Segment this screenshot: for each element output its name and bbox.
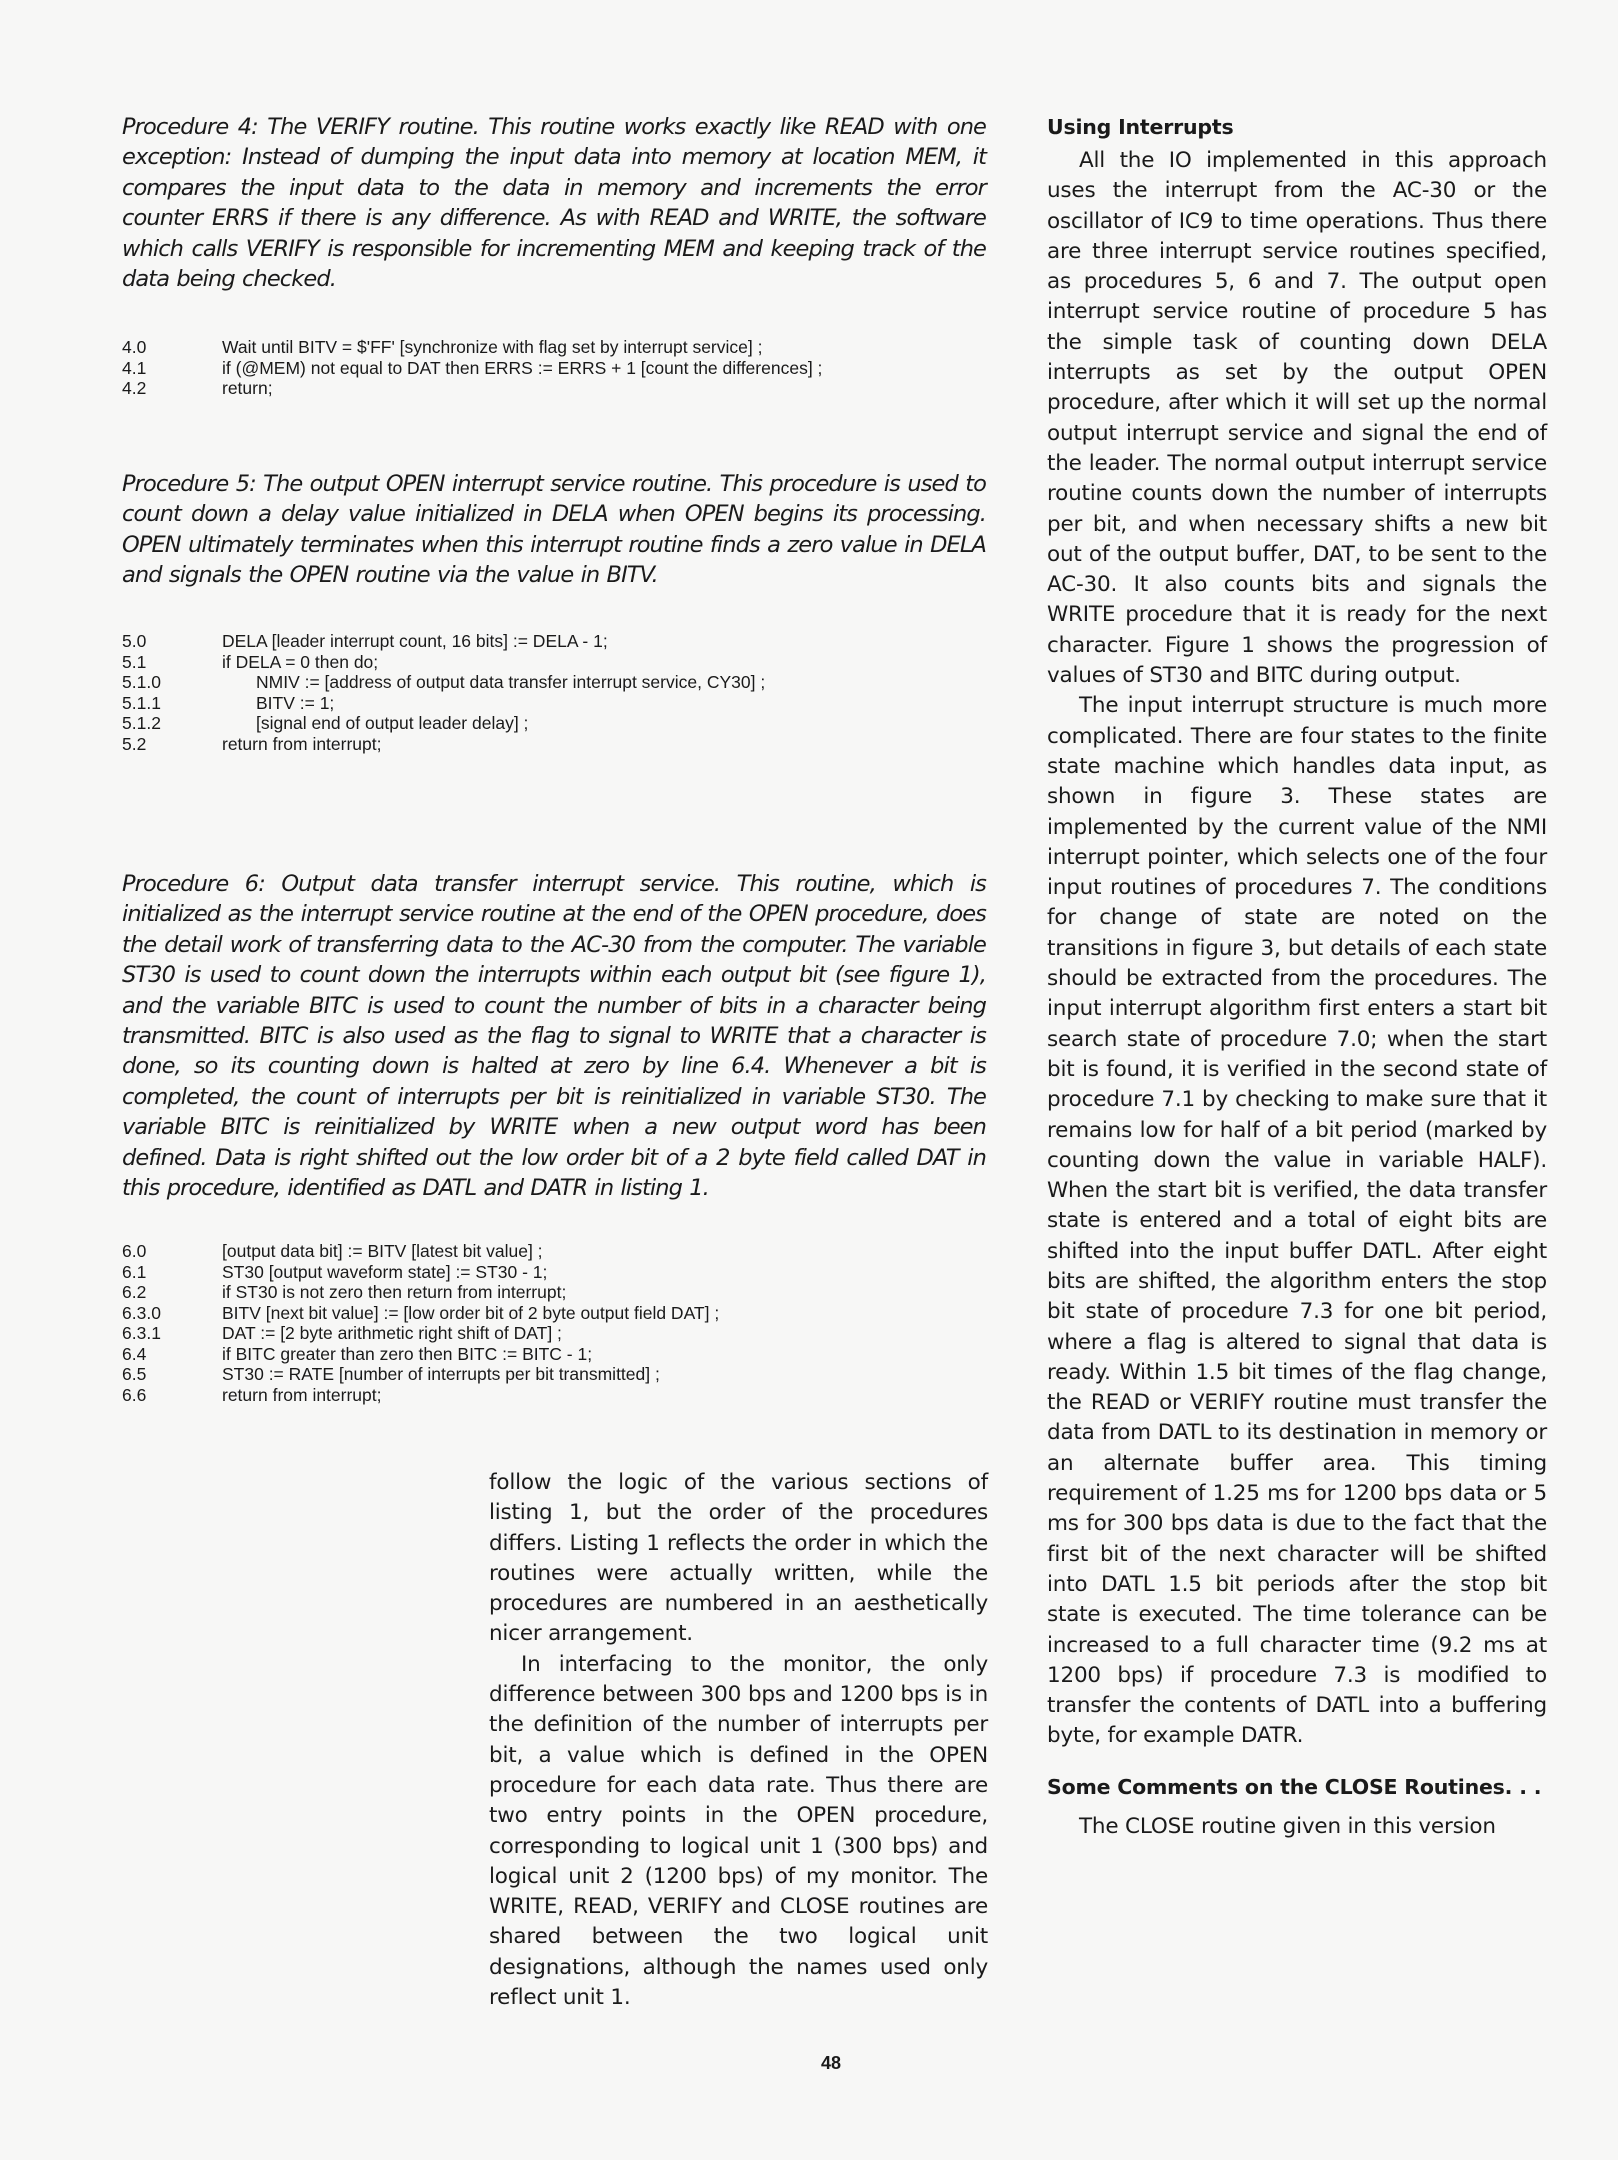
line-code: ST30 := RATE [number of interrupts per bit transmitted] ; bbox=[222, 1364, 660, 1384]
line-code: BITV [next bit value] := [low order bit of 2 byte output field DAT] ; bbox=[222, 1302, 720, 1323]
listing-line bbox=[122, 337, 822, 358]
line-number: 5.1 bbox=[122, 651, 147, 672]
line-number: 5.1.1 bbox=[122, 692, 161, 713]
line-number: 6.3.0 bbox=[122, 1302, 161, 1323]
listing-line bbox=[122, 1303, 719, 1324]
section-heading-close-routines: Some Comments on the CLOSE Routines. . . bbox=[1047, 1774, 1542, 1799]
line-number: 6.4 bbox=[122, 1343, 147, 1364]
listing-line bbox=[122, 652, 765, 673]
body-paragraph: The input interrupt structure is much more complicated. There are four states to the finite state machine which handles data input, as shown in figure 3. These states are implemented by the current value of the NMI interrupt pointer, which selects one of the four input routines of procedures 7. The conditions for change of state are noted on the transitions in figure 3, but details of each state should be extracted from the procedures. The input interrupt algorithm first enters a start bit search state of procedure 7.0; when the start bit is found, it is verified in the second state of procedure 7.1 by checking to make sure that it remains low for half of a bit period (marked by counting down the value in variable HALF). When the start bit is verified, the data transfer state is entered and a total of eight bits are shifted into the input buffer DATL. After eight bits are shifted, the algorithm enters the stop bit state of procedure 7.3 for one bit period, where a flag is altered to signal that data is ready. Within 1.5 bit times of the flag change, the READ or VERIFY routine must transfer the data from DATL to its destination in memory or an alternate buffer area. This timing requirement of 1.25 ms for 1200 bps data or 5 ms for 300 bps data is due to the fact that the first bit of the next character will be shifted into DATL 1.5 bit periods after the stop bit state is executed. The time tolerance can be increased to a full character time (9.2 ms at 1200 bps) if procedure 7.3 is modified to transfer the contents of DATL into a buffering byte, for example DATR. bbox=[1047, 693, 1547, 1749]
line-number: 5.1.0 bbox=[122, 672, 161, 692]
line-code: [output data bit] := BITV [latest bit value] ; bbox=[222, 1241, 543, 1261]
body-paragraph: In interfacing to the monitor, the only difference between 300 bps and 1200 bps is in the definition of the number of interrupts per bit, a value which is defined in the OPEN procedure for each data rate. Thus there are two entry points in the OPEN procedure, corresponding to logical unit 1 (300 bps) and logical unit 2 (1200 bps) of my monitor. The WRITE, READ, VERIFY and CLOSE routines are shared between the two logical unit designations, although the names used only reflect unit 1. bbox=[489, 1651, 988, 2011]
procedure-5-description: Procedure 5: The output OPEN interrupt service routine. This procedure is used to count down a delay value initialized in DELA when OPEN begins its processing. OPEN ultimately terminates when this interrupt routine finds a zero value in DELA and signals the OPEN routine via the value in BITV. bbox=[122, 471, 986, 589]
listing-line bbox=[122, 631, 765, 652]
listing-line bbox=[122, 378, 822, 399]
line-number: 5.1.2 bbox=[122, 713, 161, 733]
listing-line bbox=[122, 358, 822, 379]
body-paragraph: follow the logic of the various sections of listing 1, but the order of the procedures differs. Listing 1 reflects the order in which the routines were actually written, while the procedures are numbered in an aesthetically nicer arrangement. bbox=[489, 1470, 988, 1647]
line-code: if (@MEM) not equal to DAT then ERRS := ERRS + 1 [count the differences] ; bbox=[222, 357, 823, 378]
line-number: 6.5 bbox=[122, 1364, 147, 1384]
line-code: if DELA = 0 then do; bbox=[222, 651, 379, 672]
line-number: 6.1 bbox=[122, 1261, 147, 1282]
line-code: if BITC greater than zero then BITC := BITC - 1; bbox=[222, 1343, 593, 1364]
listing-line bbox=[122, 1385, 719, 1406]
procedure-4-description: Procedure 4: The VERIFY routine. This routine works exactly like READ with one exception: Instead of dumping the input data into memory at location MEM, it compares the input data to the data in memory and increments the error counter ERRS if there is any difference. As with READ and WRITE, the software which calls VERIFY is responsible for incrementing MEM and keeping track of the data being checked. bbox=[122, 114, 986, 293]
body-paragraph: The CLOSE routine given in this version bbox=[1079, 1813, 1496, 1839]
line-number: 6.0 bbox=[122, 1241, 147, 1261]
listing-line bbox=[122, 1262, 719, 1283]
right-text-column bbox=[1047, 112, 1547, 1842]
line-code: return from interrupt; bbox=[222, 733, 382, 754]
line-number: 6.3.1 bbox=[122, 1323, 161, 1343]
procedure-6-description: Procedure 6: Output data transfer interrupt service. This routine, which is initialized as the interrupt service routine at the end of the OPEN procedure, does the detail work of transferring data to the AC-30 from the computer. The variable ST30 is used to count down the interrupts within each output bit (see figure 1), and the variable BITC is used to count the number of bits in a character being transmitted. BITC is also used as the flag to signal to WRITE that a character is done, so its counting down is halted at zero by line 6.4. Whenever a bit is completed, the count of interrupts per bit is reinitialized in variable ST30. The variable BITC is reinitialized by WRITE when a new output word has been defined. Data is right shifted out the low order bit of a 2 byte field called DAT in this procedure, identified as DATL and DATR in listing 1. bbox=[122, 871, 986, 1202]
procedure-4-listing bbox=[122, 337, 822, 399]
line-number: 6.6 bbox=[122, 1384, 147, 1405]
listing-line bbox=[122, 672, 765, 693]
line-code: if ST30 is not zero then return from interrupt; bbox=[222, 1282, 567, 1302]
listing-line bbox=[122, 693, 765, 714]
line-number: 4.1 bbox=[122, 357, 147, 378]
line-number: 4.0 bbox=[122, 337, 147, 357]
line-code: [signal end of output leader delay] ; bbox=[256, 713, 529, 733]
listing-line bbox=[122, 734, 765, 755]
line-number: 5.2 bbox=[122, 733, 147, 754]
line-code: return from interrupt; bbox=[222, 1384, 382, 1405]
listing-line bbox=[122, 1282, 719, 1303]
line-number: 4.2 bbox=[122, 378, 147, 398]
listing-line bbox=[122, 713, 765, 734]
listing-line bbox=[122, 1344, 719, 1365]
line-code: ST30 [output waveform state] := ST30 - 1; bbox=[222, 1261, 548, 1282]
page-number: 48 bbox=[821, 2053, 842, 2073]
listing-line bbox=[122, 1323, 719, 1344]
line-number: 6.2 bbox=[122, 1282, 147, 1302]
listing-line bbox=[122, 1241, 719, 1262]
body-paragraph: All the IO implemented in this approach uses the interrupt from the AC-30 or the oscillator of IC9 to time operations. Thus there are three interrupt service routines specified, as procedures 5, 6 and 7. The output open interrupt service routine of procedure 5 has the simple task of counting down DELA interrupts as set by the output OPEN procedure, after which it will set up the normal output interrupt service and signal the end of the leader. The normal output interrupt service routine counts down the number of interrupts per bit, and when necessary shifts a new bit out of the output buffer, DAT, to be sent to the AC-30. It also counts bits and signals the WRITE procedure that it is ready for the next character. Figure 1 shows the progression of values of ST30 and BITC during output. bbox=[1047, 148, 1547, 689]
line-code: Wait until BITV = $'FF' [synchronize with flag set by interrupt service] ; bbox=[222, 337, 763, 357]
line-code: DELA [leader interrupt count, 16 bits] := DELA - 1; bbox=[222, 631, 608, 651]
procedure-6-listing bbox=[122, 1241, 719, 1405]
middle-text-column bbox=[489, 1468, 988, 2013]
section-heading-using-interrupts: Using Interrupts bbox=[1047, 115, 1234, 139]
line-code: BITV := 1; bbox=[256, 692, 335, 713]
procedure-5-listing bbox=[122, 631, 765, 754]
listing-line bbox=[122, 1364, 719, 1385]
line-code: NMIV := [address of output data transfer interrupt service, CY30] ; bbox=[256, 672, 766, 692]
line-code: DAT := [2 byte arithmetic right shift of DAT] ; bbox=[222, 1323, 562, 1343]
line-code: return; bbox=[222, 378, 273, 398]
line-number: 5.0 bbox=[122, 631, 147, 651]
